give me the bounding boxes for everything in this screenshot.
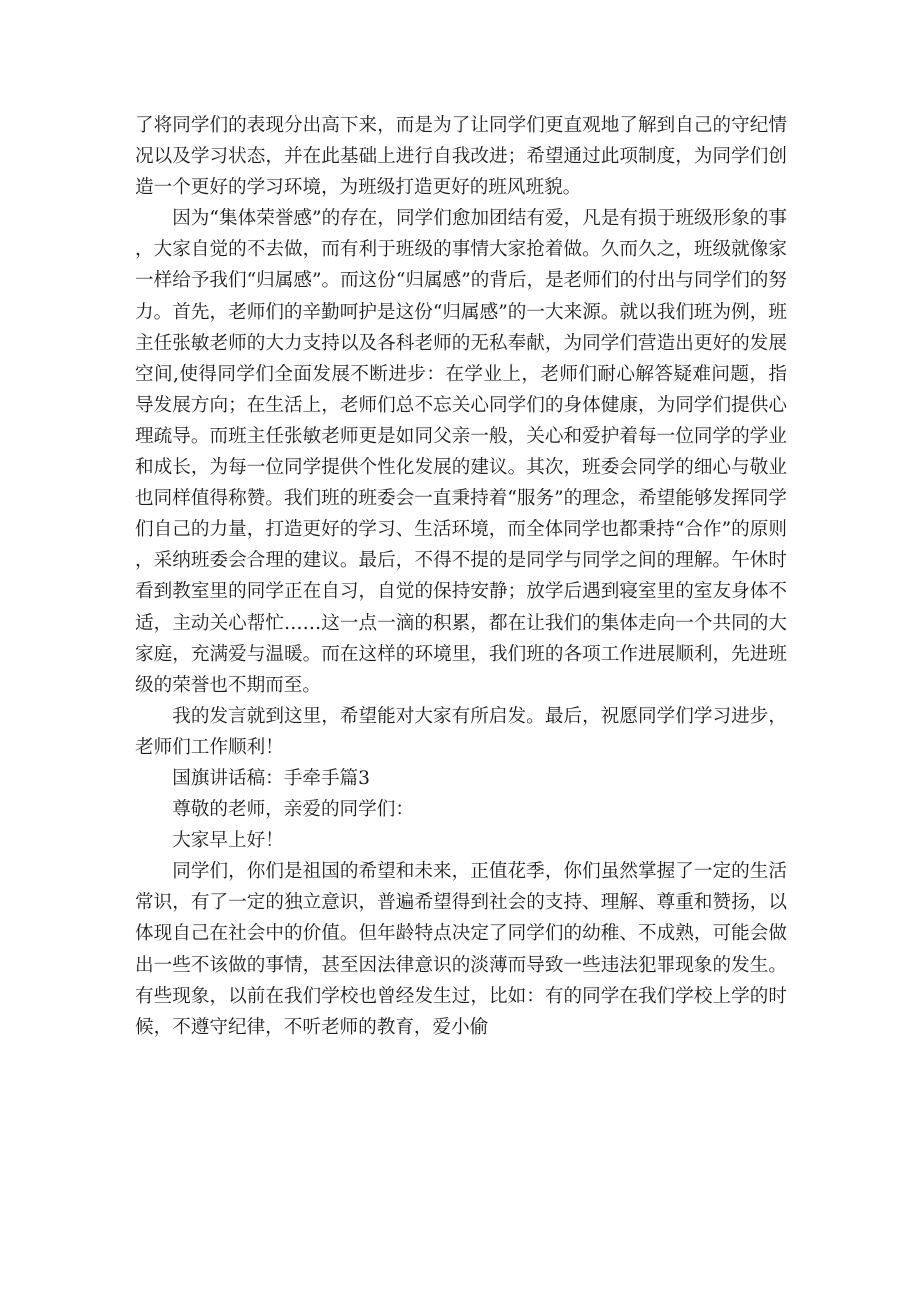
greeting: 大家早上好！ <box>172 830 284 852</box>
paragraph-2: 因为“集体荣誉感”的存在，同学们愈加团结有爱，凡是有损于班级形象的事，大家自觉的不去做，而有利于班级的事情大家抢着做。久而久之，班级就像家一样给予我们“归属感”。而这份“归属感”的背后，是老师们的付出与同学们的努力。首先，老师们的辛勤呵护是这份“归属感”的一大来源。就以我们班为例，班主任张敏老师的大力支持以及各科老师的无私奉献，为同学们营造出更好的发展空间,使得同学们全面发展不断进步：在学业上，老师们耐心解答疑难问题，指导发展方向；在生活上，老师们总不忘关心同学们的身体健康，为同学们提供心理疏导。而班主任张敏老师更是如同父亲一般，关心和爱护着每一位同学的学业和成长，为每一位同学提供个性化发展的建议。其次，班委会同学的细心与敬业也同样值得称赞。我们班的班委会一直秉持着“服务”的理念，希望能够发挥同学们自己的力量，打造更好的学习、生活环境，而全体同学也都秉持“合作”的原则，采纳班委会合理的建议。最后，不得不提的是同学与同学之间的理解。午休时看到教室里的同学正在自习，自觉的保持安静；放学后遇到寝室里的室友身体不适，主动关心帮忙……这一点一滴的积累，都在让我们的集体走向一个共同的大家庭，充满爱与温暖。而在这样的环境里，我们班的各项工作进展顺利，先进班级的荣誉也不期而至。 <box>135 208 787 696</box>
paragraph-1: 了将同学们的表现分出高下来，而是为了让同学们更直观地了解到自己的守纪情况以及学习状态，并在此基础上进行自我改进；希望通过此项制度，为同学们创造一个更好的学习环境，为班级打造更好的班风班貌。 <box>135 115 787 199</box>
section-heading: 国旗讲话稿：手牵手篇3 <box>172 767 370 789</box>
document-page <box>135 110 787 1043</box>
paragraph-3: 我的发言就到这里，希望能对大家有所启发。最后，祝愿同学们学习进步，老师们工作顺利！ <box>135 705 787 758</box>
paragraph-4: 同学们，你们是祖国的希望和未来，正值花季，你们虽然掌握了一定的生活常识，有了一定的独立意识，普遍希望得到社会的支持、理解、尊重和赞扬，以体现自己在社会中的价值。但年龄特点决定了同学们的幼稚、不成熟，可能会做出一些不该做的事情，甚至因法律意识的淡薄而导致一些违法犯罪现象的发生。有些现象，以前在我们学校也曾经发生过，比如：有的同学在我们学校上学的时候，不遵守纪律，不听老师的教育，爱小偷 <box>135 861 787 1038</box>
salutation: 尊敬的老师，亲爱的同学们： <box>172 799 414 821</box>
